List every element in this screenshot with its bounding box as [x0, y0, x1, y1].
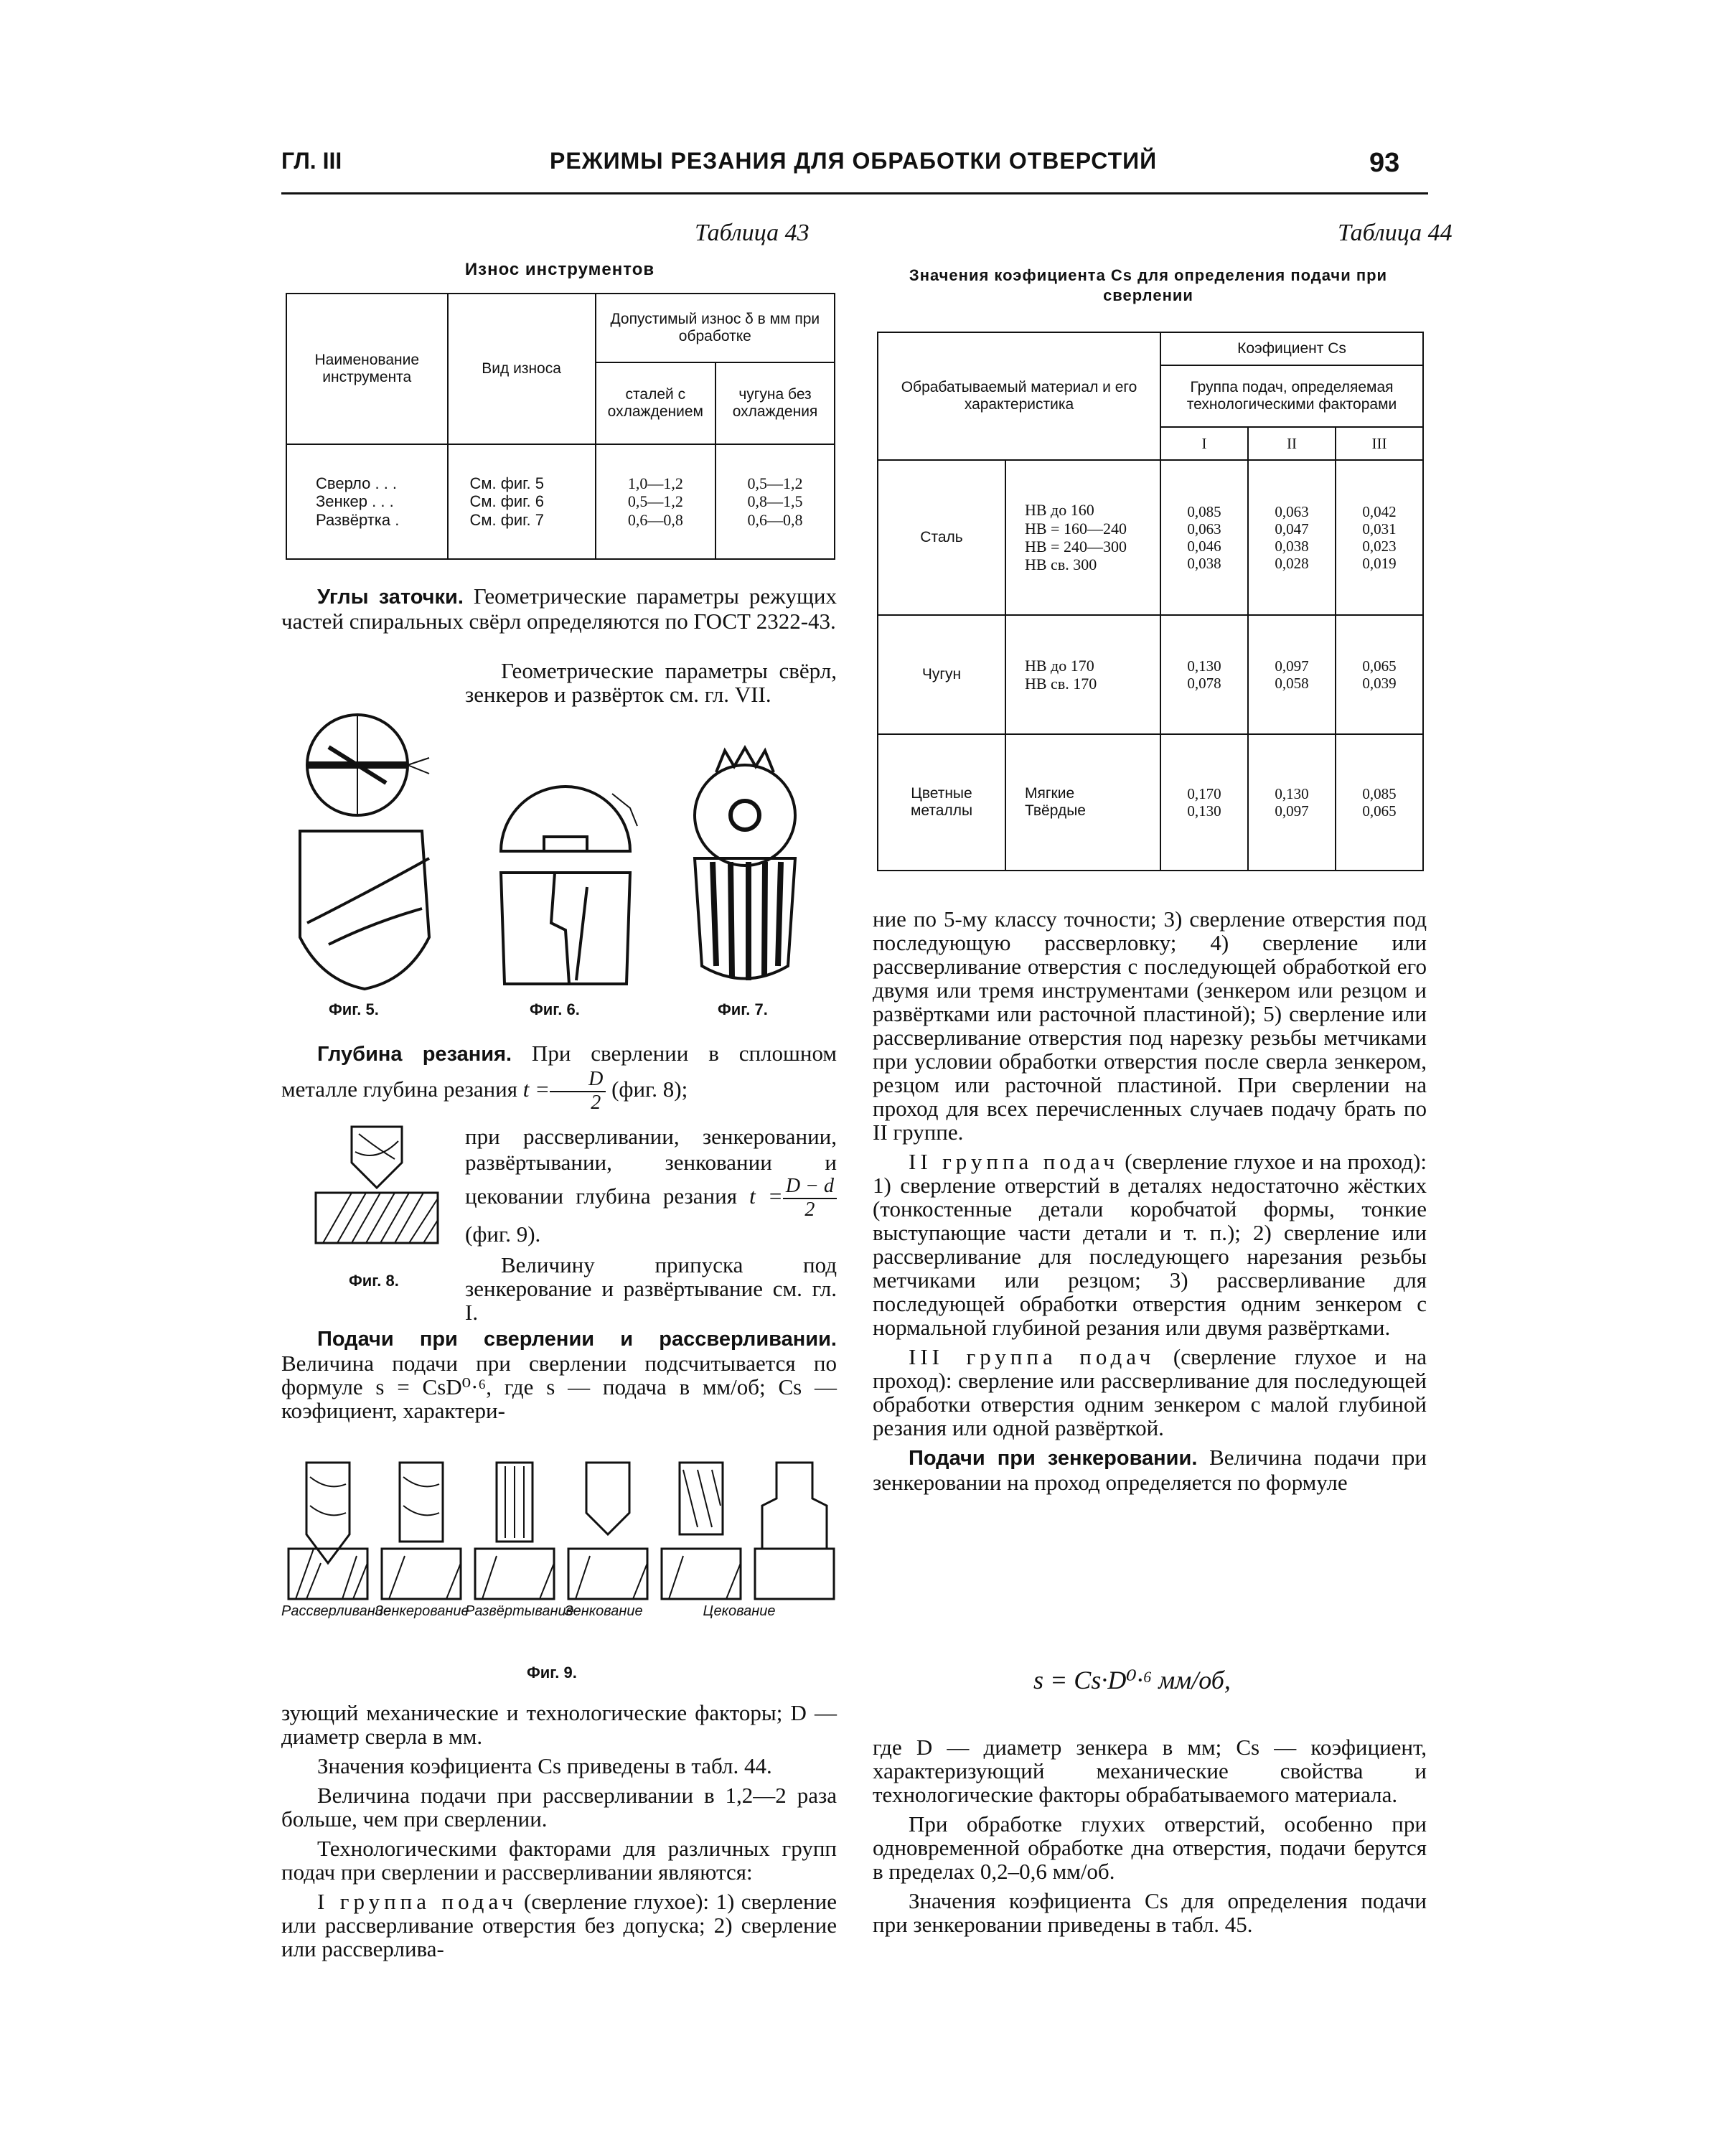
t44-steel-props: HB до 160 HB = 160—240 HB = 240—300 HB св. 300	[1005, 460, 1160, 615]
t44-head-material: Обрабатываемый материал и его характеристика	[878, 332, 1160, 460]
t44-iron-g2: 0,097 0,058	[1248, 615, 1336, 734]
t43-head-name: Наименование инструмента	[286, 294, 448, 444]
t43-wear: См. фиг. 5 См. фиг. 6 См. фиг. 7	[448, 444, 596, 559]
fig7-reamer-drawing	[695, 748, 795, 980]
depth-heading: Глубина резания.	[317, 1043, 512, 1066]
t44-nonferrous-props: Мягкие Твёрдые	[1005, 734, 1160, 871]
depth-formula-lhs: t =	[522, 1076, 550, 1102]
t44-nf-g3: 0,085 0,065	[1336, 734, 1423, 871]
where-paragraph: где D — диаметр зенкера в мм; Cs — коэфициент, характеризующий механические свойства и технологические факторы обрабатываемого материала.	[873, 1735, 1427, 1807]
fig9-caption: Фиг. 9.	[527, 1664, 577, 1681]
geom-paragraph	[465, 659, 837, 712]
fig6-zenker-drawing	[501, 787, 637, 984]
group1-text: (сверление глухое): 1) сверление или рассверливание отверстия без допуска; 2) сверление или рассверлива-	[281, 1889, 837, 1961]
fig9-label-zenkovanie: Зенкование	[564, 1603, 643, 1619]
t44-nonferrous-label: Цветные металлы	[878, 734, 1005, 871]
t43-head-steel: сталей с охлаждением	[596, 362, 715, 444]
cs-paragraph: Значения коэфициента Cs приведены в табл. 44.	[317, 1753, 772, 1778]
t44-g3: III	[1336, 427, 1423, 460]
fig9-label-razvertyvanie: Развёртывание	[465, 1603, 574, 1619]
fig9-drawing	[281, 1448, 837, 1628]
t44-steel-g2: 0,063 0,047 0,038 0,028	[1248, 460, 1336, 615]
t44-g1: I	[1160, 427, 1248, 460]
fig9-label-zenkerovanie: Зенкерование	[375, 1603, 469, 1619]
group2-heading: II группа подач	[909, 1149, 1119, 1174]
depth-formula-den: 2	[591, 1091, 601, 1114]
right-continuation: ние по 5-му классу точности; 3) сверление отверстия под последующую рассверловку; 4) сверление или рассверливание отверстия с последующей обработкой его двумя или тремя инструментами (зенкером или резцом и развёртками или расточной пластиной); 5) сверление или рассверливание отверстия под нарезку резьбы метчиками при условии обработки отверстия после сверла зенкером, резцом или расточной пластиной. При сверлении на проход для всех перечисленных случаев подачу брать по II группе.	[873, 906, 1427, 1145]
table44	[877, 332, 1424, 871]
table45-ref-paragraph: Значения коэфициента Cs для определения подачи при зенкеровании приведены в табл. 45.	[873, 1888, 1427, 1937]
t43-steel: 1,0—1,2 0,5—1,2 0,6—0,8	[596, 444, 715, 559]
zenk-heading: Подачи при зенкеровании.	[909, 1447, 1198, 1470]
group3-text: (сверление глухое и на проход): сверление или рассверливание для последующей обработки отверстия одним зенкером с малой глубиной резания или одной развёрткой.	[873, 1344, 1427, 1440]
t44-iron-props: HB до 170 HB св. 170	[1005, 615, 1160, 734]
depth2-formula-den: 2	[804, 1198, 815, 1221]
figures-5-6-7	[286, 708, 831, 995]
depth-paragraph	[281, 1039, 837, 1120]
fig5-caption: Фиг. 5.	[329, 1000, 379, 1018]
rassverlivanie-paragraph: Величина подачи при рассверливании в 1,2—2 раза больше, чем при сверлении.	[281, 1783, 837, 1831]
table43-caption: Таблица 43	[695, 220, 810, 246]
depth-formula-num: D	[550, 1069, 606, 1092]
t44-g2: II	[1248, 427, 1336, 460]
t44-nf-g2: 0,130 0,097	[1248, 734, 1336, 871]
depth-text-1: При сверлении в сплошном металле глубина резания	[281, 1041, 837, 1102]
group3-heading: III группа подач	[909, 1344, 1155, 1369]
right-column-text	[873, 907, 1427, 1500]
depth-ref-2: (фиг. 9).	[465, 1221, 541, 1247]
angles-text: Геометрические параметры режущих частей спиральных свёрл определяются по ГОСТ 2322-43.	[281, 583, 837, 634]
table44-title: Значения коэфициента Cs для определения подачи при сверлении	[909, 266, 1388, 304]
t44-iron-g3: 0,065 0,039	[1336, 615, 1423, 734]
t44-steel-g3: 0,042 0,031 0,023 0,019	[1336, 460, 1423, 615]
fig5-drill-drawing	[300, 715, 429, 989]
t44-nf-g1: 0,170 0,130	[1160, 734, 1248, 871]
depth2-formula-lhs: t =	[749, 1183, 783, 1209]
depth-text-2: при рассверливании, зенкеровании, развёртывании, зенковании и цековании глубина резания	[465, 1124, 837, 1209]
zenk-text: Величина подачи при зенкеровании на проход определяется по формуле	[873, 1445, 1427, 1495]
geom-text: Геометрические параметры свёрл, зенкеров и развёрток см. гл. VII.	[465, 658, 837, 707]
t44-head-coef: Коэфициент Cs	[1160, 332, 1423, 365]
fig9-label-tsekovanie: Цекование	[703, 1603, 776, 1619]
depth-ref-1: (фиг. 8);	[606, 1076, 688, 1102]
fig8-drawing	[309, 1120, 445, 1249]
depth2-formula-num: D − d	[783, 1176, 837, 1199]
chapter-label: ГЛ. III	[281, 148, 342, 174]
fig8-caption: Фиг. 8.	[349, 1272, 399, 1290]
t44-steel-g1: 0,085 0,063 0,046 0,038	[1160, 460, 1248, 615]
t44-head-group: Группа подач, определяемая технологическими факторами	[1160, 365, 1423, 427]
fig6-caption: Фиг. 6.	[530, 1000, 580, 1018]
left-bottom-text	[281, 1701, 837, 1966]
t43-head-wear: Вид износа	[448, 294, 596, 444]
fig9-label-rassverlivanie: Рассверливание	[281, 1603, 392, 1619]
table44-caption: Таблица 44	[1338, 220, 1453, 246]
running-title: РЕЖИМЫ РЕЗАНИЯ ДЛЯ ОБРАБОТКИ ОТВЕРСТИЙ	[550, 148, 1158, 174]
header-rule	[281, 192, 1428, 194]
t44-iron-label: Чугун	[878, 615, 1005, 734]
feed-heading: Подачи при сверлении и рассверливании.	[317, 1328, 837, 1351]
blind-holes-paragraph: При обработке глухих отверстий, особенно при одновременной обработке дна отверстия, подачи берутся в пределах 0,2–0,6 мм/об.	[873, 1811, 1427, 1884]
zenk-formula: s = Cs·D⁰·⁶ мм/об,	[1033, 1666, 1231, 1694]
t43-names: Сверло . . . Зенкер . . . Развёртка .	[286, 444, 448, 559]
depth2-paragraph	[465, 1124, 837, 1330]
t43-iron: 0,5—1,2 0,8—1,5 0,6—0,8	[715, 444, 835, 559]
table43-title: Износ инструментов	[464, 260, 655, 279]
left-continuation: зующий механические и технологические факторы; D — диаметр сверла в мм.	[281, 1700, 837, 1749]
t44-iron-g1: 0,130 0,078	[1160, 615, 1248, 734]
fig7-caption: Фиг. 7.	[718, 1000, 768, 1018]
allowance-text: Величину припуска под зенкерование и развёртывание см. гл. I.	[465, 1252, 837, 1325]
t44-steel-label: Сталь	[878, 460, 1005, 615]
angles-heading: Углы заточки.	[317, 586, 464, 609]
t43-head-iron: чугуна без охлаждения	[715, 362, 835, 444]
page-number: 93	[1369, 148, 1400, 178]
feed-paragraph	[281, 1326, 837, 1428]
tech-factors-paragraph: Технологическими факторами для различных групп подач при сверлении и рассверливании являются:	[281, 1836, 837, 1885]
right-bottom-text	[873, 1735, 1427, 1942]
table43	[286, 293, 835, 560]
feed-text: Величина подачи при сверлении подсчитывается по формуле s = CsD⁰·⁶, где s — подача в мм/об; Cs — коэфициент, характери-	[281, 1351, 837, 1423]
group2-text: (сверление глухое и на проход): 1) сверление отверстий в деталях недостаточно жёстких (тонкостенные детали коробчатой формы, тонкие выступающие части детали и т. п.); 2) сверление или рассверливание для последующего нарезания резьбы метчиками или резцом; 3) рассверливание для последующей обработки отверстия одним зенкером с нормальной глубиной резания или двумя развёртками.	[873, 1149, 1427, 1340]
t43-head-allowed: Допустимый износ δ в мм при обработке	[596, 294, 835, 362]
angles-paragraph	[281, 584, 837, 639]
group1-heading: I группа подач	[317, 1889, 517, 1914]
